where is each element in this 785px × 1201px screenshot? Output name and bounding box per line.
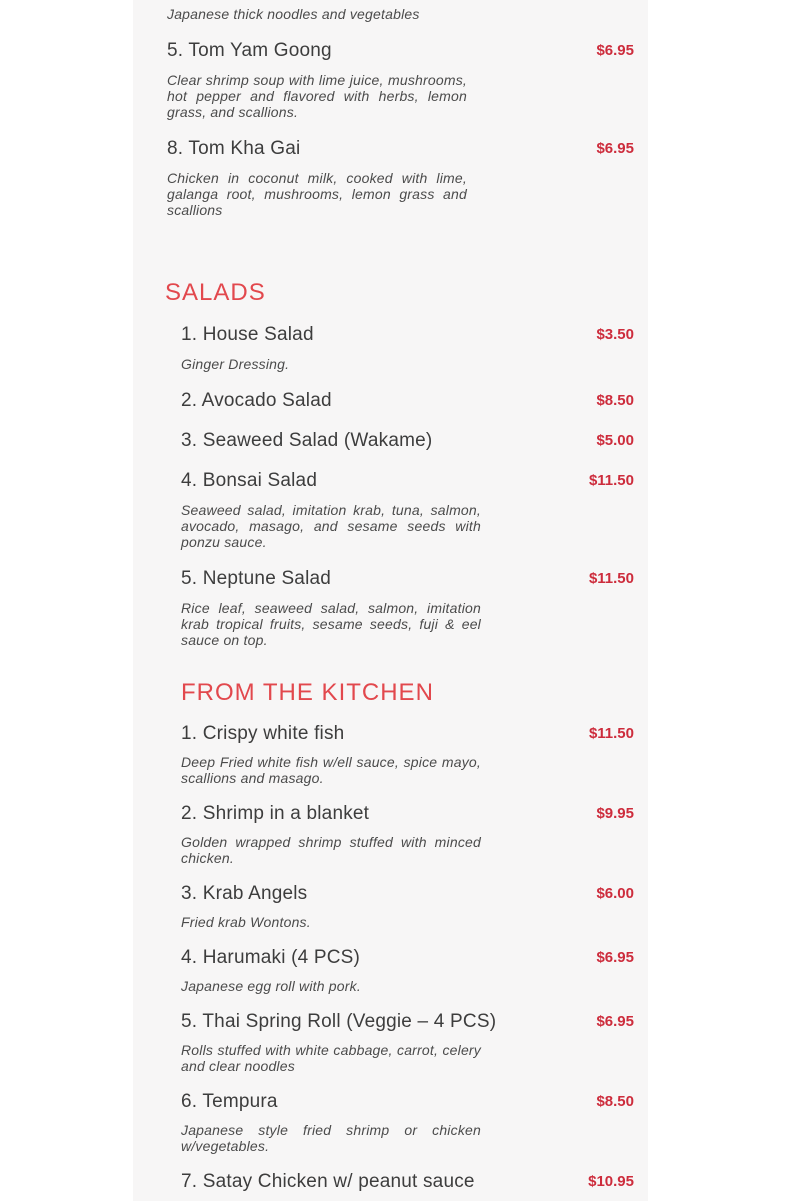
menu-item bbox=[167, 40, 634, 120]
menu-item-name: 6. Tempura bbox=[181, 1091, 278, 1112]
menu-item-price: $5.00 bbox=[596, 432, 634, 449]
menu-item-description: Rolls stuffed with white cabbage, carrot, celery and clear noodles bbox=[181, 1042, 481, 1074]
menu-item-row bbox=[167, 40, 634, 62]
menu-item bbox=[181, 947, 634, 994]
menu-item-name: 7. Satay Chicken w/ peanut sauce bbox=[181, 1171, 475, 1192]
menu-item-price: $9.95 bbox=[596, 805, 634, 822]
menu-item bbox=[167, 138, 634, 218]
menu-item-name: 8. Tom Kha Gai bbox=[167, 138, 301, 159]
menu-item-price: $6.95 bbox=[596, 42, 634, 59]
menu-item-row bbox=[181, 430, 634, 452]
menu-item-row bbox=[181, 1091, 634, 1113]
menu-item-clipped bbox=[181, 1171, 634, 1193]
menu-item-name: 5. Thai Spring Roll (Veggie – 4 PCS) bbox=[181, 1011, 497, 1032]
menu-item-name: 2. Avocado Salad bbox=[181, 390, 332, 411]
menu-item-description: Seaweed salad, imitation krab, tuna, salmon, avocado, masago, and sesame seeds with ponzu sauce. bbox=[181, 502, 481, 550]
menu-item bbox=[181, 1091, 634, 1154]
menu-column bbox=[133, 0, 648, 1201]
menu-item-row bbox=[181, 883, 634, 905]
menu-item-price: $8.50 bbox=[596, 392, 634, 409]
menu-item-row bbox=[181, 470, 634, 492]
menu-item bbox=[181, 324, 634, 372]
menu-item-price: $8.50 bbox=[596, 1093, 634, 1110]
menu-item-price: $6.95 bbox=[596, 140, 634, 157]
menu-section-soups bbox=[133, 6, 648, 218]
menu-item-price: $6.00 bbox=[596, 885, 634, 902]
menu-item bbox=[181, 568, 634, 648]
menu-item-description: Fried krab Wontons. bbox=[181, 914, 311, 930]
menu-item bbox=[181, 430, 634, 452]
menu-item-row bbox=[181, 324, 634, 346]
menu-section-salads bbox=[133, 280, 648, 648]
menu-item-price: $11.50 bbox=[588, 725, 634, 742]
menu-item-description: Japanese thick noodles and vegetables bbox=[167, 6, 420, 22]
menu-item-row bbox=[181, 947, 634, 969]
menu-item-price: $10.95 bbox=[588, 1173, 634, 1190]
menu-item-description: Japanese style fried shrimp or chicken w/vegetables. bbox=[181, 1122, 481, 1154]
menu-item bbox=[181, 1011, 634, 1074]
menu-item-description: Deep Fried white fish w/ell sauce, spice mayo, scallions and masago. bbox=[181, 754, 481, 786]
menu-item-name: 1. House Salad bbox=[181, 324, 314, 345]
menu-item-row bbox=[181, 723, 634, 745]
section-heading-from-the-kitchen: FROM THE KITCHEN bbox=[181, 679, 434, 706]
menu-item-description: Clear shrimp soup with lime juice, mushrooms, hot pepper and flavored with herbs, lemon grass, and scallions. bbox=[167, 72, 467, 120]
menu-item-name: 3. Seaweed Salad (Wakame) bbox=[181, 430, 433, 451]
menu-item-name: 4. Harumaki (4 PCS) bbox=[181, 947, 361, 968]
menu-item-description: Japanese egg roll with pork. bbox=[181, 978, 361, 994]
menu-item bbox=[181, 803, 634, 866]
menu-item bbox=[181, 723, 634, 786]
menu-item-row bbox=[181, 390, 634, 412]
menu-item-row bbox=[181, 568, 634, 590]
menu-item-name: 1. Crispy white fish bbox=[181, 723, 345, 744]
menu-item-name: 5. Tom Yam Goong bbox=[167, 40, 332, 61]
menu-item-description: Chicken in coconut milk, cooked with lime, galanga root, mushrooms, lemon grass and scallions bbox=[167, 170, 467, 218]
menu-item-price: $6.95 bbox=[596, 949, 634, 966]
menu-item-name: 5. Neptune Salad bbox=[181, 568, 332, 589]
section-heading-salads: SALADS bbox=[165, 279, 266, 306]
menu-item-description: Ginger Dressing. bbox=[181, 356, 290, 372]
menu-item-row bbox=[181, 1171, 634, 1193]
menu-item bbox=[181, 470, 634, 550]
menu-item-price: $11.50 bbox=[588, 472, 634, 489]
menu-item bbox=[181, 883, 634, 930]
menu-item-price: $6.95 bbox=[596, 1013, 634, 1030]
menu-item-price: $3.50 bbox=[596, 326, 634, 343]
menu-item-name: 4. Bonsai Salad bbox=[181, 470, 318, 491]
menu-item-price: $11.50 bbox=[588, 570, 634, 587]
menu-section-from-the-kitchen bbox=[133, 680, 648, 1193]
menu-item-row bbox=[167, 138, 634, 160]
menu-item-description: Rice leaf, seaweed salad, salmon, imitation krab tropical fruits, sesame seeds, fuji & eel sauce on top. bbox=[181, 600, 481, 648]
menu-item-row bbox=[181, 803, 634, 825]
menu-item-name: 3. Krab Angels bbox=[181, 883, 308, 904]
menu-item bbox=[181, 390, 634, 412]
menu-item-row bbox=[181, 1011, 634, 1033]
menu-item-name: 2. Shrimp in a blanket bbox=[181, 803, 370, 824]
menu-item-description: Golden wrapped shrimp stuffed with minced chicken. bbox=[181, 834, 481, 866]
